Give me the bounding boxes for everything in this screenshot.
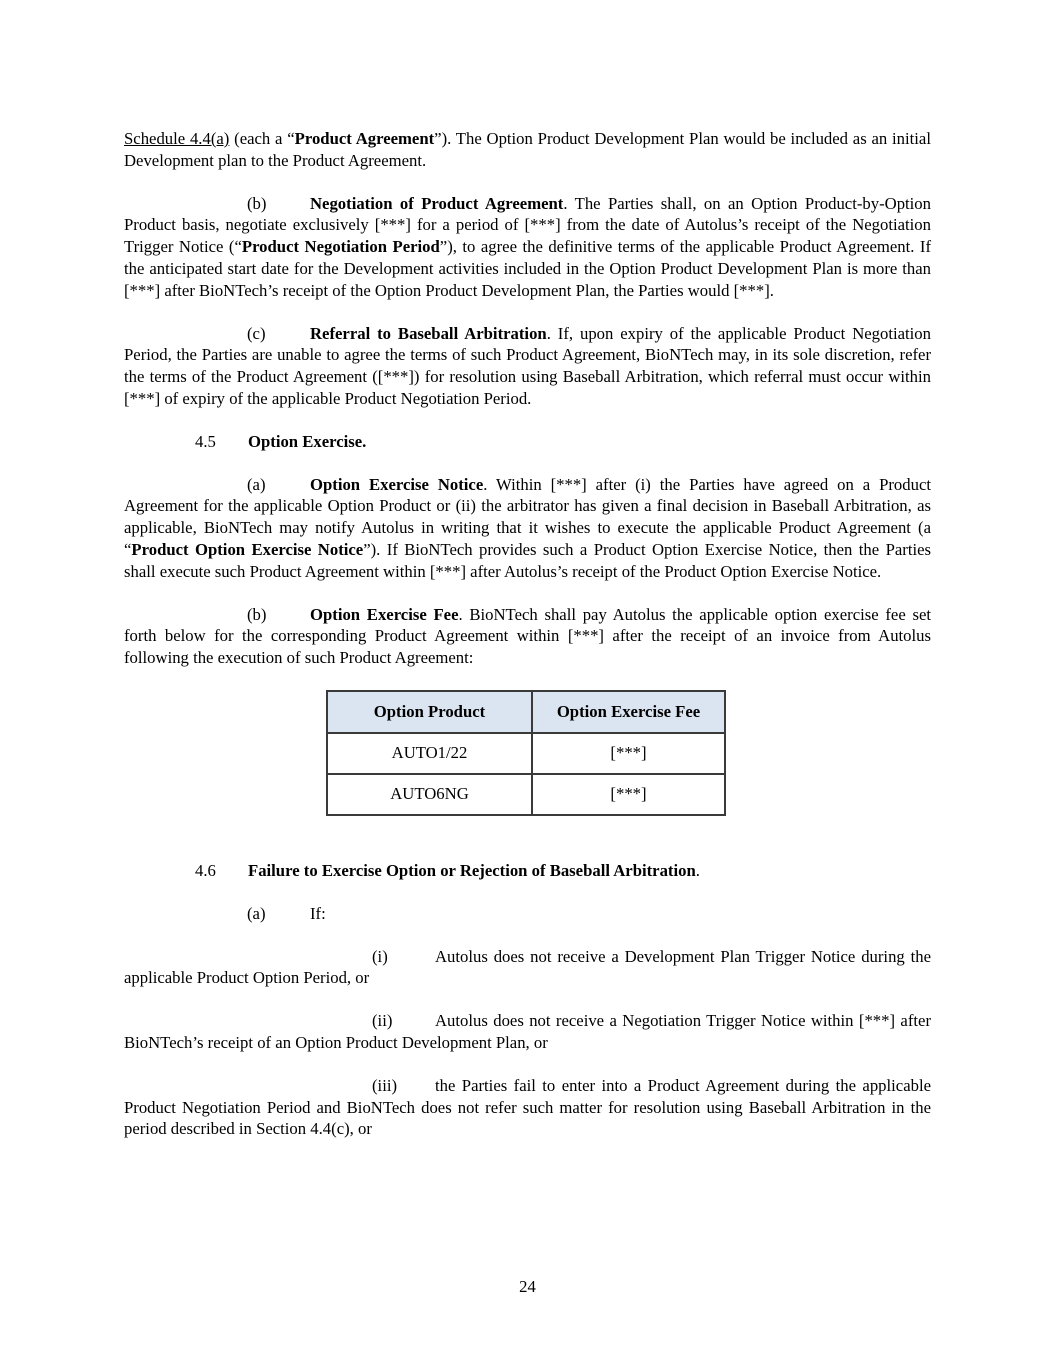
text-run: . Within [***] after (i) the Parties have agreed on a Product Agreement for the applicable Option Product or (ii) the arbitrator has given a final decision in Baseball Arbitration, as applicable, BioNTech may notify Autolus in writing that it wishes to execute the applicable Product Agreement (a “	[124, 474, 931, 559]
text-run: Autolus does not receive a Development Plan Trigger Notice during the applicable Product Option Period, or	[124, 946, 931, 988]
text-run: ”), to agree the definitive terms of the applicable Product Agreement. If the anticipated start date for the Development activities included in the Option Product Development Plan is more than [***] after BioNTech’s receipt of the Option Product Development Plan, the Parties would [***].	[124, 237, 931, 300]
list-marker: (a)	[247, 903, 266, 923]
list-marker: (ii)	[372, 1011, 393, 1031]
list-marker: (b)	[247, 604, 267, 624]
paragraph	[124, 1010, 931, 1054]
paragraph	[124, 946, 931, 990]
text-run: (each a “	[229, 129, 295, 148]
paragraph	[124, 604, 931, 669]
table-header-row	[327, 691, 725, 733]
text-run: ”). If BioNTech provides such a Product Option Exercise Notice, then the Parties shall execute such Product Agreement within [***] after Autolus’s receipt of the Product Option Exercise Notice.	[124, 539, 932, 581]
list-marker: (i)	[372, 946, 388, 966]
table-row	[327, 774, 725, 815]
text-run: If:	[310, 903, 326, 923]
paragraph	[124, 903, 931, 925]
fee-table	[326, 690, 726, 816]
list-marker: (b)	[247, 193, 267, 213]
text-run: .	[695, 860, 700, 880]
text-run: Product Negotiation Period	[241, 237, 440, 257]
table-row	[327, 733, 725, 774]
text-run: Negotiation of Product Agreement	[310, 193, 564, 213]
text-run: Option Exercise Fee	[310, 604, 459, 624]
table-cell: [***]	[532, 774, 725, 815]
text-run: Option Exercise Notice	[310, 474, 484, 494]
text-run: . The Parties shall, on an Option Product-by-Option Product basis, negotiate exclusively [***] for a period of [***] from the date of Autolus’s receipt of the Negotiation Trigger Notice (“	[124, 193, 931, 257]
page-footer	[0, 1276, 1055, 1298]
table-cell: [***]	[532, 733, 725, 774]
table-cell: AUTO6NG	[327, 774, 532, 815]
page-number: 24	[519, 1277, 536, 1296]
paragraph	[124, 128, 931, 172]
section-heading	[124, 431, 931, 453]
text-run: . BioNTech shall pay Autolus the applicable option exercise fee set forth below for the corresponding Product Agreement within [***] after the receipt of an invoice from Autolus following the execution of such Product Agreement:	[124, 604, 932, 668]
text-run: ”). The Option Product Development Plan would be included as an initial Development plan to the Product Agreement.	[124, 129, 931, 170]
list-marker: (c)	[247, 323, 266, 343]
paragraph	[124, 474, 931, 583]
text-run: Failure to Exercise Option or Rejection of Baseball Arbitration	[248, 860, 696, 880]
list-marker: 4.6	[195, 860, 216, 880]
section-heading	[124, 860, 931, 882]
table-cell: AUTO1/22	[327, 733, 532, 774]
paragraph	[124, 193, 931, 302]
text-run: . If, upon expiry of the applicable Product Negotiation Period, the Parties are unable to agree the terms of such Product Agreement, BioNTech may, in its sole discretion, refer the terms of the Product Agreement ([***]) for resolution using Baseball Arbitration, which referral must occur within [***] of expiry of the applicable Product Negotiation Period.	[124, 323, 931, 408]
paragraph	[124, 323, 931, 410]
text-run: Autolus does not receive a Negotiation Trigger Notice within [***] after BioNTech’s receipt of an Option Product Development Plan, or	[124, 1011, 931, 1052]
text-run: Schedule 4.4(a)	[124, 129, 230, 148]
text-run: Product Agreement	[294, 129, 435, 148]
paragraph	[124, 1075, 931, 1140]
table-header-cell: Option Product	[327, 691, 532, 733]
text-run: Referral to Baseball Arbitration	[310, 323, 547, 343]
table-header-cell: Option Exercise Fee	[532, 691, 725, 733]
list-marker: 4.5	[195, 431, 216, 451]
text-run: the Parties fail to enter into a Product Agreement during the applicable Product Negotiation Period and BioNTech does not refer such matter for resolution using Baseball Arbitration in the period described in Section 4.4(c), or	[124, 1075, 931, 1139]
text-run: Option Exercise.	[248, 431, 367, 451]
document-body	[124, 128, 931, 1140]
list-marker: (a)	[247, 474, 266, 494]
list-marker: (iii)	[372, 1075, 398, 1095]
text-run: Product Option Exercise Notice	[131, 539, 364, 559]
